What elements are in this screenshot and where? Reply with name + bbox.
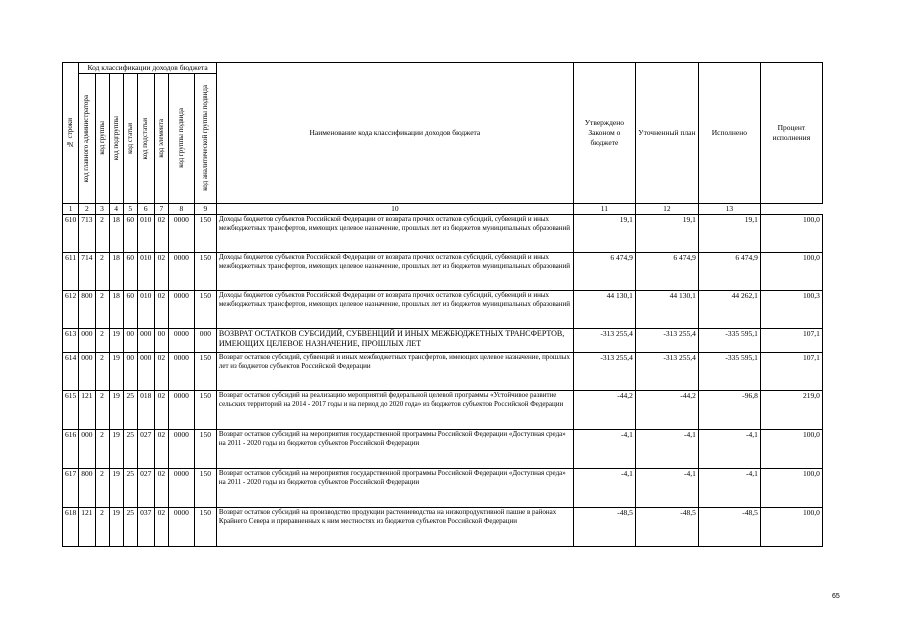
cell-subgroup: 19 — [109, 429, 123, 468]
cell-executed: 19,1 — [698, 214, 760, 252]
cell-group: 2 — [95, 390, 109, 429]
cell-executed: -335 595,1 — [698, 328, 760, 352]
cell-percent: 100,0 — [760, 468, 822, 507]
cell-subgroup: 18 — [109, 290, 123, 328]
cell-no: 615 — [63, 390, 79, 429]
cell-article: 60 — [123, 214, 137, 252]
cell-approved: 44 130,1 — [573, 290, 635, 328]
cell-group: 2 — [95, 352, 109, 390]
table-row — [63, 352, 823, 390]
cell-percent: 107,1 — [760, 352, 822, 390]
table-row — [63, 328, 823, 352]
cell-executed: -335 595,1 — [698, 352, 760, 390]
cell-percent: 100,0 — [760, 429, 822, 468]
cell-article: 00 — [123, 352, 137, 390]
cell-admin: 121 — [79, 507, 95, 546]
table-row — [63, 468, 823, 507]
cell-admin: 000 — [79, 352, 95, 390]
cell-name: Доходы бюджетов субъектов Российской Федерации от возврата прочих остатков субсидий, субвенций и иных межбюджетных трансфертов, имеющих целевое назначение, прошлых лет из бюджетов муниципальных образований — [216, 252, 573, 290]
cell-executed: 44 262,1 — [698, 290, 760, 328]
column-number: 10 — [216, 203, 573, 214]
cell-admin: 714 — [79, 252, 95, 290]
cell-article: 60 — [123, 252, 137, 290]
column-number: 5 — [123, 203, 137, 214]
header-admin-code: код главного администратора — [79, 73, 95, 203]
cell-name: Возврат остатков субсидий на реализацию мероприятий федеральной целевой программы «Устойчивое развитие сельских территорий на 2014 - 2017 годы и на период до 2020 года» из бюджетов субъектов Российской Федерации — [216, 390, 573, 429]
cell-subgroup: 19 — [109, 328, 123, 352]
cell-group: 2 — [95, 290, 109, 328]
column-number: 2 — [79, 203, 95, 214]
cell-subarticle: 000 — [137, 352, 154, 390]
cell-subtype-group: 0000 — [168, 214, 194, 252]
header-subgroup-code: код подгруппы — [109, 73, 123, 203]
header-article-code: код статьи — [123, 73, 137, 203]
cell-subtype-group: 0000 — [168, 429, 194, 468]
cell-element: 02 — [154, 290, 168, 328]
cell-no: 618 — [63, 507, 79, 546]
table-row — [63, 252, 823, 290]
cell-group: 2 — [95, 214, 109, 252]
cell-subtype-group: 0000 — [168, 507, 194, 546]
cell-approved: -313 255,4 — [573, 352, 635, 390]
cell-article: 25 — [123, 468, 137, 507]
cell-name: Возврат остатков субсидий на мероприятия государственной программы Российской Федерации «Доступная среда» на 2011 - 2020 годы из бюджетов субъектов Российской Федерации — [216, 429, 573, 468]
cell-no: 617 — [63, 468, 79, 507]
cell-element: 02 — [154, 252, 168, 290]
cell-name: Возврат остатков субсидий, субвенций и иных межбюджетных трансфертов, имеющих целевое назначение, прошлых лет из бюджетов субъектов Российской Федерации — [216, 352, 573, 390]
cell-element: 00 — [154, 328, 168, 352]
cell-analytic-group: 150 — [194, 214, 216, 252]
cell-approved: -48,5 — [573, 507, 635, 546]
cell-subtype-group: 0000 — [168, 252, 194, 290]
table-row — [63, 507, 823, 546]
cell-subarticle: 027 — [137, 468, 154, 507]
cell-article: 25 — [123, 507, 137, 546]
cell-executed: -48,5 — [698, 507, 760, 546]
header-analytic-group-code: код аналитической группы подвида — [194, 73, 216, 203]
cell-group: 2 — [95, 507, 109, 546]
column-number: 12 — [635, 203, 698, 214]
cell-subgroup: 18 — [109, 252, 123, 290]
cell-subtype-group: 0000 — [168, 328, 194, 352]
cell-subarticle: 010 — [137, 252, 154, 290]
page-number: 65 — [832, 593, 840, 600]
cell-subtype-group: 0000 — [168, 352, 194, 390]
cell-percent: 100,3 — [760, 290, 822, 328]
cell-name: Возврат остатков субсидий на производство продукции растениеводства на низкопродуктивной пашне в районах Крайнего Севера и приравненных к ним местностях из бюджетов субъектов Российской Федерации — [216, 507, 573, 546]
header-subtype-group-code: код группы подвида — [168, 73, 194, 203]
cell-element: 02 — [154, 429, 168, 468]
cell-analytic-group: 150 — [194, 352, 216, 390]
cell-admin: 000 — [79, 429, 95, 468]
cell-revised: -4,1 — [635, 429, 698, 468]
header-percent: Процент исполнения — [760, 63, 822, 204]
cell-group: 2 — [95, 429, 109, 468]
cell-executed: -96,8 — [698, 390, 760, 429]
cell-no: 611 — [63, 252, 79, 290]
cell-percent: 219,0 — [760, 390, 822, 429]
column-number: 13 — [698, 203, 760, 214]
table-row — [63, 429, 823, 468]
cell-element: 02 — [154, 468, 168, 507]
cell-revised: -44,2 — [635, 390, 698, 429]
column-number: 4 — [109, 203, 123, 214]
cell-element: 02 — [154, 507, 168, 546]
cell-element: 02 — [154, 214, 168, 252]
cell-article: 25 — [123, 390, 137, 429]
cell-analytic-group: 150 — [194, 252, 216, 290]
cell-subgroup: 19 — [109, 390, 123, 429]
cell-subgroup: 18 — [109, 214, 123, 252]
cell-article: 60 — [123, 290, 137, 328]
cell-name: Доходы бюджетов субъектов Российской Федерации от возврата прочих остатков субсидий, субвенций и иных межбюджетных трансфертов, имеющих целевое назначение, прошлых лет из бюджетов муниципальных образований — [216, 290, 573, 328]
header-approved: Утверждено Законом о бюджете — [573, 63, 635, 204]
header-group-code: код группы — [95, 73, 109, 203]
cell-admin: 713 — [79, 214, 95, 252]
cell-subarticle: 010 — [137, 290, 154, 328]
cell-subarticle: 037 — [137, 507, 154, 546]
cell-subarticle: 010 — [137, 214, 154, 252]
cell-admin: 800 — [79, 290, 95, 328]
cell-executed: -4,1 — [698, 468, 760, 507]
cell-name: Доходы бюджетов субъектов Российской Федерации от возврата прочих остатков субсидий, субвенций и иных межбюджетных трансфертов, имеющих целевое назначение, прошлых лет из бюджетов муниципальных образований — [216, 214, 573, 252]
cell-subtype-group: 0000 — [168, 290, 194, 328]
column-number: 3 — [95, 203, 109, 214]
cell-no: 616 — [63, 429, 79, 468]
cell-subtype-group: 0000 — [168, 468, 194, 507]
cell-group: 2 — [95, 328, 109, 352]
cell-analytic-group: 150 — [194, 390, 216, 429]
table-row — [63, 214, 823, 252]
table-row — [63, 390, 823, 429]
cell-admin: 800 — [79, 468, 95, 507]
cell-admin: 121 — [79, 390, 95, 429]
cell-percent: 100,0 — [760, 214, 822, 252]
header-revised: Уточненный план — [635, 63, 698, 204]
cell-approved: 19,1 — [573, 214, 635, 252]
cell-no: 613 — [63, 328, 79, 352]
header-classification-group: Код классификации доходов бюджета — [79, 63, 217, 74]
cell-element: 02 — [154, 390, 168, 429]
cell-revised: -313 255,4 — [635, 328, 698, 352]
cell-revised: 19,1 — [635, 214, 698, 252]
cell-subgroup: 19 — [109, 468, 123, 507]
cell-subgroup: 19 — [109, 352, 123, 390]
header-subarticle-code: код подстатьи — [137, 73, 154, 203]
cell-revised: 44 130,1 — [635, 290, 698, 328]
cell-article: 00 — [123, 328, 137, 352]
column-number: 9 — [194, 203, 216, 214]
cell-approved: -44,2 — [573, 390, 635, 429]
cell-group: 2 — [95, 468, 109, 507]
cell-analytic-group: 000 — [194, 328, 216, 352]
cell-revised: 6 474,9 — [635, 252, 698, 290]
cell-percent: 100,0 — [760, 252, 822, 290]
cell-subarticle: 018 — [137, 390, 154, 429]
cell-no: 612 — [63, 290, 79, 328]
cell-subarticle: 027 — [137, 429, 154, 468]
cell-subarticle: 000 — [137, 328, 154, 352]
cell-article: 25 — [123, 429, 137, 468]
column-number: 1 — [63, 203, 79, 214]
header-row-no: № строки — [63, 63, 79, 204]
table-row — [63, 290, 823, 328]
cell-percent: 100,0 — [760, 507, 822, 546]
cell-subtype-group: 0000 — [168, 390, 194, 429]
cell-analytic-group: 150 — [194, 468, 216, 507]
column-number: 7 — [154, 203, 168, 214]
cell-approved: -4,1 — [573, 429, 635, 468]
cell-name: Возврат остатков субсидий на мероприятия государственной программы Российской Федерации «Доступная среда» на 2011 - 2020 годы из бюджетов субъектов Российской Федерации — [216, 468, 573, 507]
cell-approved: 6 474,9 — [573, 252, 635, 290]
cell-admin: 000 — [79, 328, 95, 352]
column-number: 8 — [168, 203, 194, 214]
cell-subgroup: 19 — [109, 507, 123, 546]
cell-approved: -313 255,4 — [573, 328, 635, 352]
cell-element: 02 — [154, 352, 168, 390]
cell-no: 610 — [63, 214, 79, 252]
cell-revised: -4,1 — [635, 468, 698, 507]
cell-no: 614 — [63, 352, 79, 390]
cell-approved: -4,1 — [573, 468, 635, 507]
budget-revenue-table — [62, 62, 823, 547]
cell-revised: -48,5 — [635, 507, 698, 546]
cell-group: 2 — [95, 252, 109, 290]
cell-name: ВОЗВРАТ ОСТАТКОВ СУБСИДИЙ, СУБВЕНЦИЙ И ИНЫХ МЕЖБЮДЖЕТНЫХ ТРАНСФЕРТОВ, ИМЕЮЩИХ ЦЕЛЕВОЕ НАЗНАЧЕНИЕ, ПРОШЛЫХ ЛЕТ — [216, 328, 573, 352]
header-element-code: код элемента — [154, 73, 168, 203]
cell-executed: -4,1 — [698, 429, 760, 468]
cell-revised: -313 255,4 — [635, 352, 698, 390]
column-numbers-row — [63, 203, 823, 214]
cell-analytic-group: 150 — [194, 290, 216, 328]
cell-percent: 107,1 — [760, 328, 822, 352]
header-executed: Исполнено — [698, 63, 760, 204]
header-name: Наименование кода классификации доходов бюджета — [216, 63, 573, 204]
column-number: 6 — [137, 203, 154, 214]
cell-analytic-group: 150 — [194, 429, 216, 468]
column-number: 11 — [573, 203, 635, 214]
cell-analytic-group: 150 — [194, 507, 216, 546]
cell-executed: 6 474,9 — [698, 252, 760, 290]
